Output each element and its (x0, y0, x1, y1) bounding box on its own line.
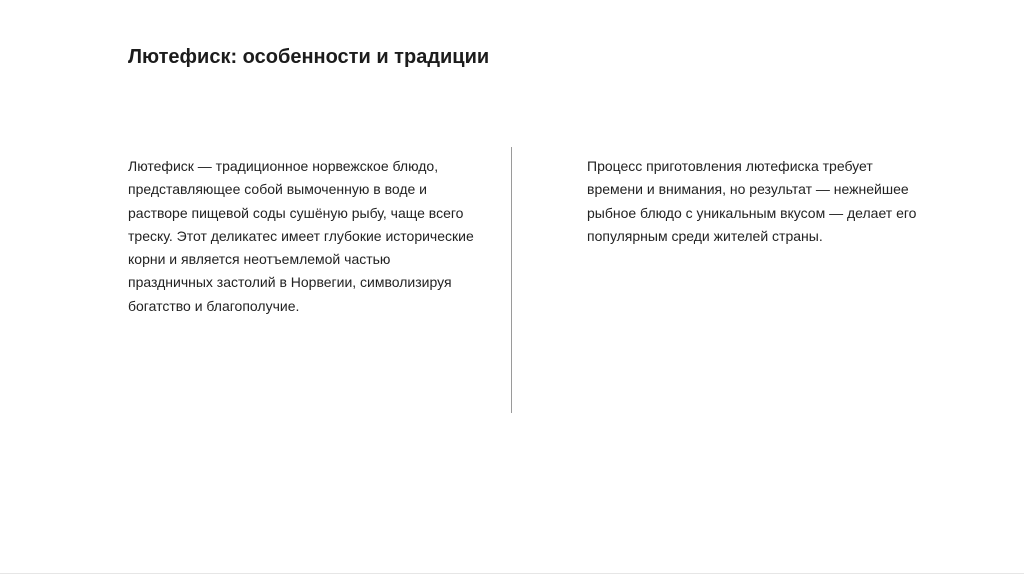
slide-title: Лютефиск: особенности и традиции (128, 46, 490, 68)
column-divider (511, 147, 512, 413)
right-column-text: Процесс приготовления лютефиска требует времени и внимания, но результат — нежнейшее рыбное блюдо с уникальным вкусом — делает его популярным среди жителей страны. (587, 158, 917, 244)
left-column-text: Лютефиск — традиционное норвежское блюдо, представляющее собой вымоченную в воде и растворе пищевой соды сушёную рыбу, чаще всего треску. Этот деликатес имеет глубокие исторические корни и является неотъемлемой частью праздничных застолий в Норвегии, символизируя богатство и благополучие. (128, 158, 474, 314)
